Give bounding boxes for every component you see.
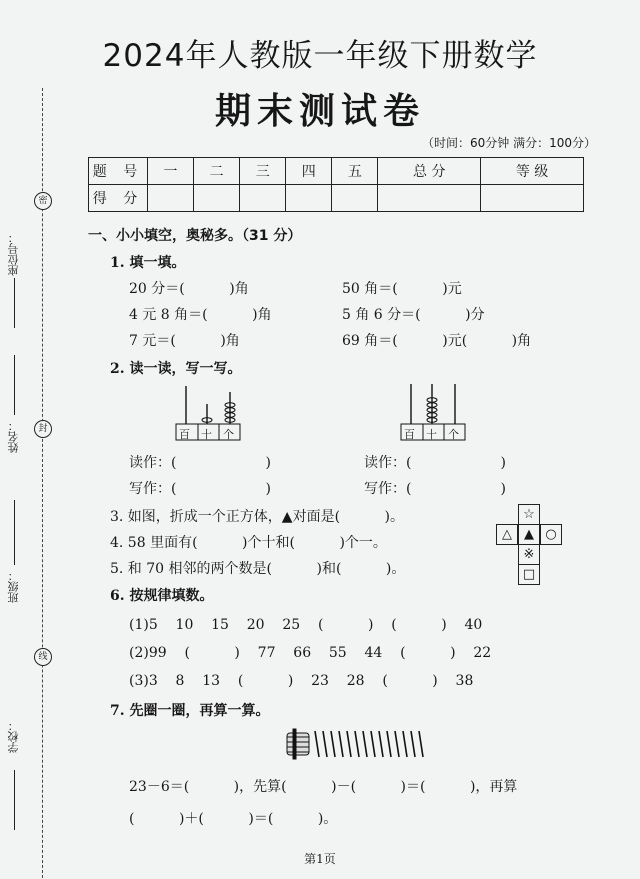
score-table (88, 157, 584, 212)
name-blank[interactable] (14, 355, 15, 415)
section-heading: 一、小小填空，奥秘多。（31 分） (88, 228, 302, 244)
write-as-field: 写作：( ) (364, 481, 506, 497)
score-col-total: 总 分 (378, 158, 481, 185)
abacus-diagram (399, 378, 467, 442)
school-blank[interactable] (14, 770, 15, 830)
seal-mark: 封 (34, 420, 52, 438)
name-label: 姓名： (7, 420, 20, 453)
sequence-2: (2)99 ( ) 77 66 55 44 ( ) 22 (129, 645, 492, 661)
seat-number-blank[interactable] (14, 278, 15, 328)
exam-subtitle: 期末测试卷 (214, 91, 425, 132)
read-as-field: 读作：( ) (129, 455, 271, 471)
abacus-label-hundreds: 百 (179, 428, 190, 441)
score-col-5: 五 (332, 158, 378, 185)
q7-line-2: ( )＋( )＝( )。 (129, 811, 338, 827)
score-row-label: 得 分 (89, 185, 148, 212)
circle-icon: ○ (540, 524, 562, 545)
read-as-field: 读作：( ) (364, 455, 506, 471)
q1-item: 7 元＝( )角 (129, 333, 240, 349)
q1-item: 5 角 6 分＝( )分 (342, 307, 485, 323)
score-cell[interactable] (240, 185, 286, 212)
question-5: 5. 和 70 相邻的两个数是( )和( )。 (110, 561, 406, 577)
score-cell[interactable] (481, 185, 584, 212)
time-info: （时间：60分钟 满分：100分） (422, 136, 596, 150)
question-7-label: 7. 先圈一圈，再算一算。 (110, 703, 270, 719)
seal-mark: 线 (34, 648, 52, 666)
abacus-label-hundreds: 百 (404, 428, 415, 441)
score-value-row (89, 185, 584, 212)
page-number: 第1页 (304, 852, 336, 866)
question-2-label: 2. 读一读，写一写。 (110, 361, 242, 377)
abacus-label-ones: 个 (223, 428, 234, 441)
sequence-1: (1)5 10 15 20 25 ( ) ( ) 40 (129, 617, 483, 633)
score-col-1: 一 (148, 158, 194, 185)
q7-line-1: 23－6＝( )，先算( )－( )＝( )，再算 (129, 779, 518, 795)
star-icon: ☆ (518, 504, 540, 525)
abacus-label-tens: 十 (426, 428, 437, 441)
question-6-label: 6. 按规律填数。 (110, 588, 214, 604)
filled-triangle-icon: ▲ (518, 524, 540, 545)
school-label: 学校： (7, 720, 20, 753)
page-title: 2024年人教版一年级下册数学 (102, 38, 538, 74)
seal-mark: 密 (34, 192, 52, 210)
sticks-illustration (283, 727, 453, 761)
cube-net-diagram (496, 504, 562, 588)
q1-item: 4 元 8 角＝( )角 (129, 307, 272, 323)
reference-mark-icon: ※ (518, 544, 540, 565)
question-4: 4. 58 里面有( )个十和( )个一。 (110, 535, 387, 551)
write-as-field: 写作：( ) (129, 481, 271, 497)
question-1-label: 1. 填一填。 (110, 255, 186, 271)
abacus-label-ones: 个 (448, 428, 459, 441)
score-cell[interactable] (332, 185, 378, 212)
q1-item: 69 角＝( )元( )角 (342, 333, 532, 349)
score-col-grade: 等 级 (481, 158, 584, 185)
q1-item: 20 分＝( )角 (129, 281, 249, 297)
score-header-label: 题 号 (89, 158, 148, 185)
square-icon: □ (518, 564, 540, 585)
score-col-4: 四 (286, 158, 332, 185)
score-col-3: 三 (240, 158, 286, 185)
score-cell[interactable] (286, 185, 332, 212)
class-blank[interactable] (14, 500, 15, 565)
triangle-icon: △ (496, 524, 518, 545)
score-col-2: 二 (194, 158, 240, 185)
score-header-row (89, 158, 584, 185)
sequence-3: (3)3 8 13 ( ) 23 28 ( ) 38 (129, 673, 474, 689)
abacus-diagram (174, 378, 242, 442)
score-cell[interactable] (148, 185, 194, 212)
q1-item: 50 角＝( )元 (342, 281, 462, 297)
seat-number-label: 座位号： (7, 232, 20, 276)
class-label: 班级： (7, 570, 20, 603)
question-3: 3. 如图，折成一个正方体，▲对面是( )。 (110, 509, 404, 525)
score-cell[interactable] (378, 185, 481, 212)
score-cell[interactable] (194, 185, 240, 212)
abacus-label-tens: 十 (201, 428, 212, 441)
